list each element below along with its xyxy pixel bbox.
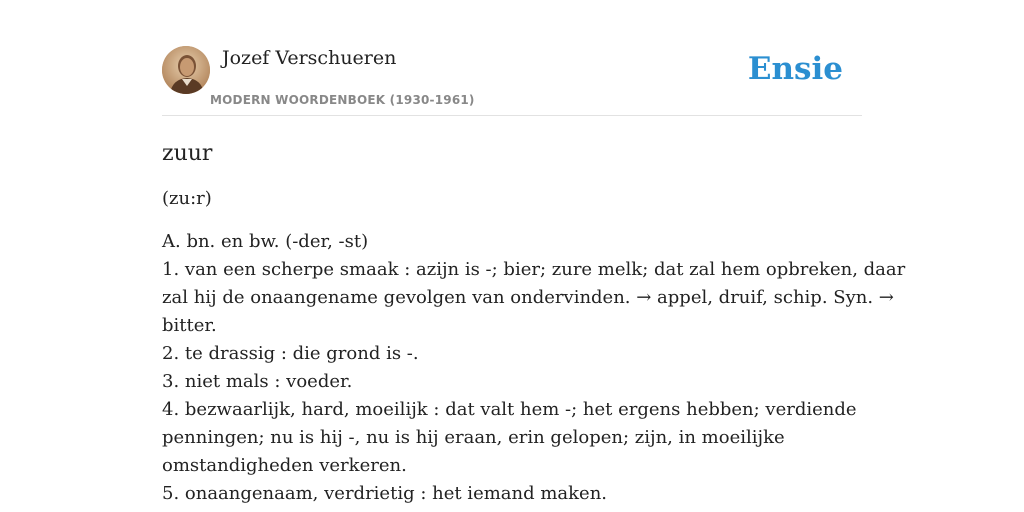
headword: zuur (162, 141, 213, 166)
author-name[interactable]: Jozef Verschueren (222, 47, 397, 69)
author-avatar[interactable] (162, 46, 210, 94)
definition-line: A. bn. en bw. (-der, -st) (162, 231, 369, 252)
header (162, 46, 862, 116)
definition-line: 2. te drassig : die grond is -. (162, 343, 419, 364)
definition-line: bitter. (162, 315, 217, 336)
brand-logo[interactable]: Ensie (747, 51, 843, 87)
definition-line: 4. bezwaarlijk, hard, moeilijk : dat valt hem -; het ergens hebben; verdiende (162, 399, 857, 420)
definition-line: 5. onaangenaam, verdrietig : het iemand maken. (162, 483, 608, 504)
definition-line: penningen; nu is hij -, nu is hij eraan, erin gelopen; zijn, in moeilijke (162, 427, 785, 448)
pronunciation: (zu:r) (162, 188, 212, 209)
definition-line: omstandigheden verkeren. (162, 455, 407, 476)
page (162, 0, 906, 508)
definition-line: 1. van een scherpe smaak : azijn is -; bier; zure melk; dat zal hem opbreken, daar (162, 259, 906, 280)
source-label[interactable]: MODERN WOORDENBOEK (1930-1961) (210, 93, 475, 107)
definition-line: 3. niet mals : voeder. (162, 371, 353, 392)
definition (162, 228, 906, 508)
definition-line: zal hij de onaangename gevolgen van ondervinden. → appel, druif, schip. Syn. → (162, 287, 894, 308)
